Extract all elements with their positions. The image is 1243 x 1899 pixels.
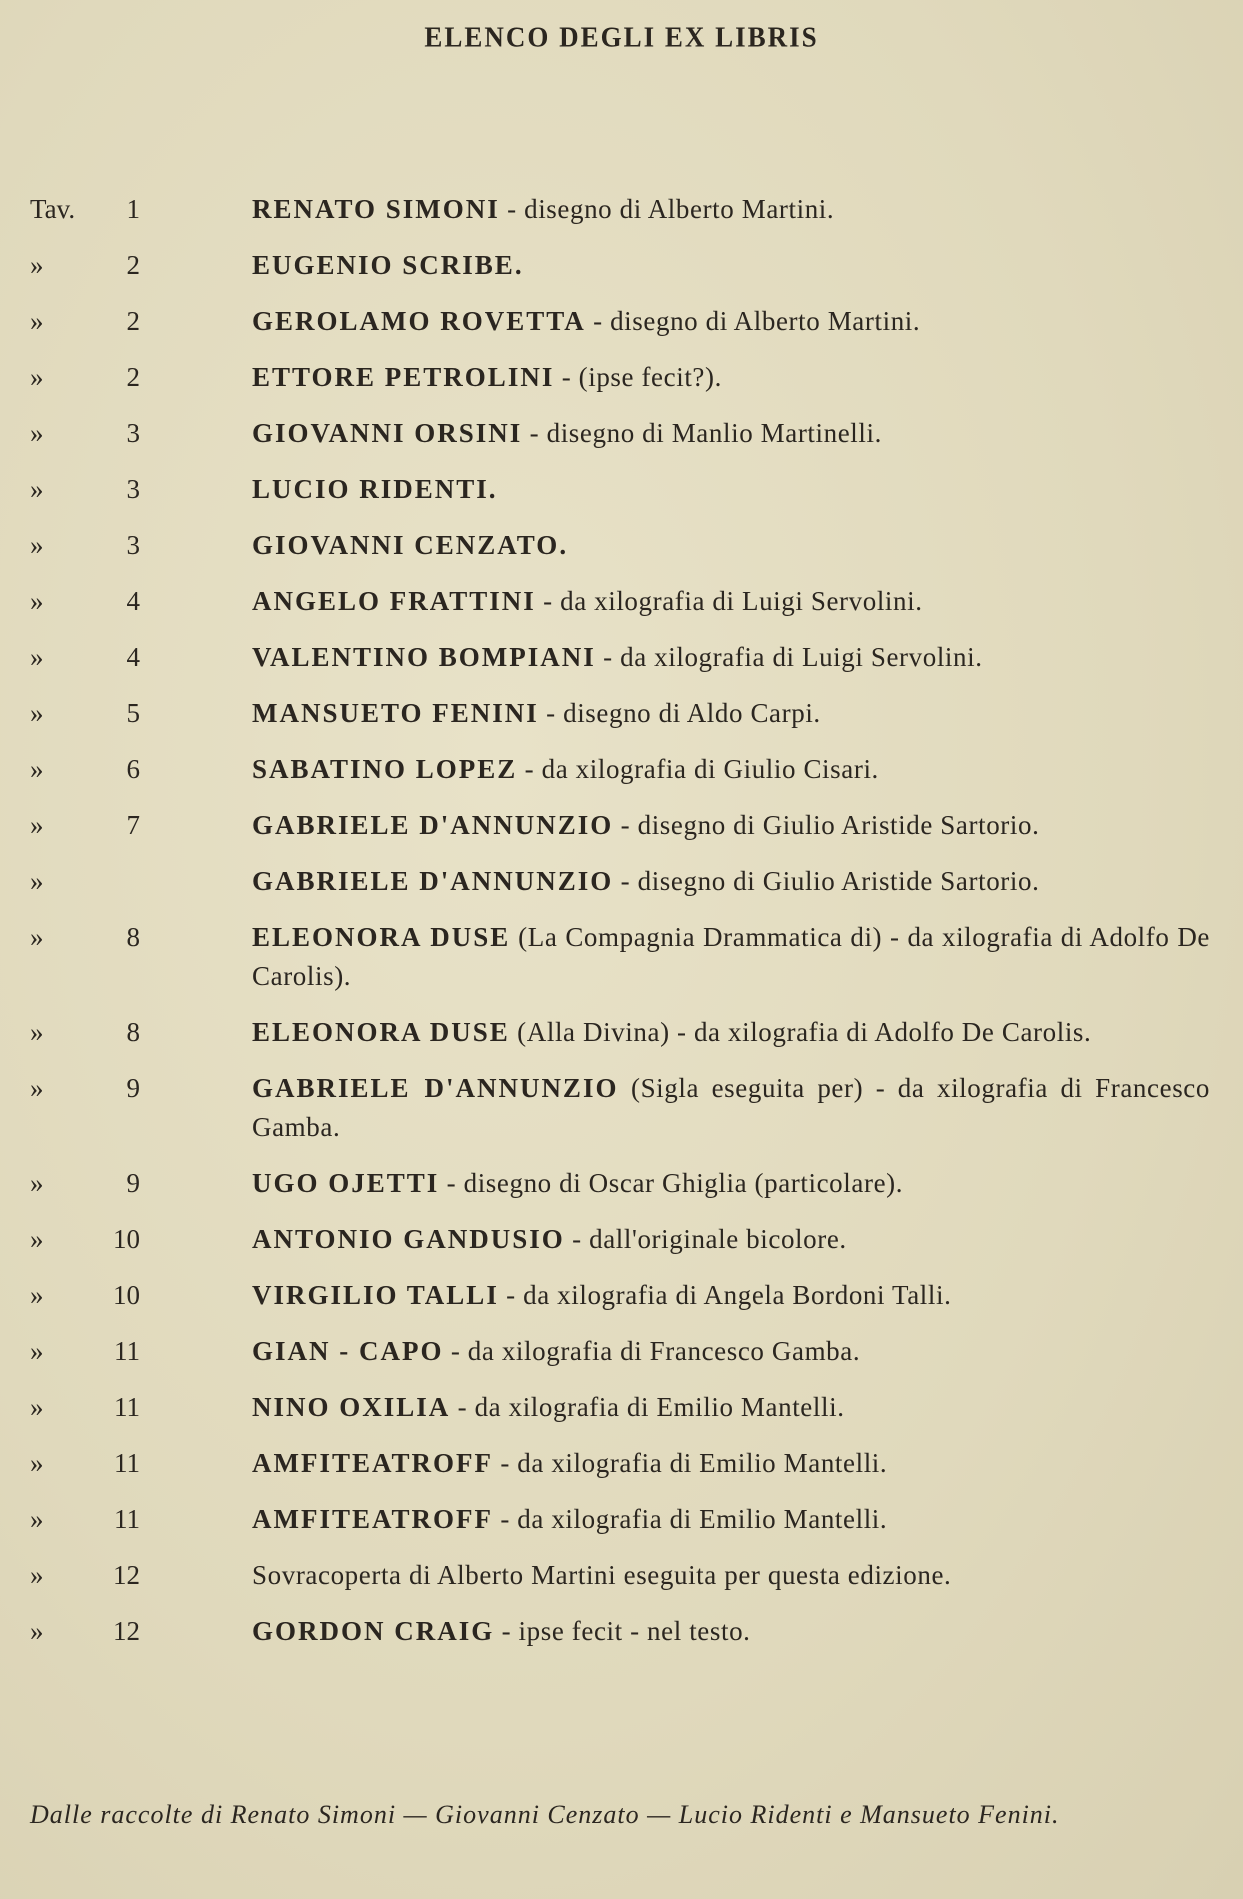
entry-text (252, 1612, 1210, 1651)
plate-number: 8 (126, 1017, 140, 1047)
plate-number: 5 (126, 698, 140, 728)
plate-prefix: » (30, 530, 44, 560)
entry-text (252, 638, 1210, 677)
entry-description: - da xilografia di Emilio Mantelli. (493, 1504, 888, 1534)
plate-number: 3 (126, 530, 140, 560)
plate-prefix: » (30, 754, 44, 784)
plate-prefix: » (30, 642, 44, 672)
entry-description: - (ipse fecit?). (554, 362, 722, 392)
entry-text (252, 526, 1210, 565)
entry-description: - da xilografia di Emilio Mantelli. (493, 1448, 888, 1478)
owner-name: ANTONIO GANDUSIO (252, 1224, 565, 1254)
owner-name: NINO OXILIA (252, 1392, 451, 1422)
list-item (0, 1220, 1243, 1259)
owner-name: GEROLAMO ROVETTA (252, 306, 586, 336)
entry-description: - disegno di Giulio Aristide Sartorio. (613, 810, 1040, 840)
owner-name: ETTORE PETROLINI (252, 362, 555, 392)
plate-prefix: » (30, 1280, 44, 1310)
plate-number: 1 (126, 194, 140, 224)
list-item (0, 1013, 1243, 1052)
list-item (0, 190, 1243, 229)
entry-description: - disegno di Manlio Martinelli. (522, 418, 882, 448)
page-title: ELENCO DEGLI EX LIBRIS (424, 21, 819, 53)
owner-name: LUCIO RIDENTI. (252, 474, 498, 504)
owner-name: GORDON CRAIG (252, 1616, 495, 1646)
list-item (0, 246, 1243, 285)
entry-text (252, 1556, 1210, 1595)
list-item (0, 1556, 1243, 1595)
list-item (0, 1388, 1243, 1427)
owner-name: ANGELO FRATTINI (252, 586, 536, 616)
collection-note: Dalle raccolte di Renato Simoni — Giovanni Cenzato — Lucio Ridenti e Mansueto Fenini. (30, 1800, 1060, 1829)
entry-description: - dall'originale bicolore. (564, 1224, 847, 1254)
entry-text (252, 414, 1210, 453)
owner-name: AMFITEATROFF (252, 1504, 493, 1534)
plate-number: 7 (126, 810, 140, 840)
entry-description: - da xilografia di Emilio Mantelli. (450, 1392, 845, 1422)
plate-prefix: » (30, 1017, 44, 1047)
entry-text (252, 1276, 1210, 1315)
plate-number: 4 (126, 586, 140, 616)
plate-number: 2 (126, 306, 140, 336)
plate-prefix: » (30, 698, 44, 728)
plate-prefix: » (30, 810, 44, 840)
list-item (0, 1612, 1243, 1651)
plate-prefix: » (30, 866, 44, 896)
entry-description: - da xilografia di Luigi Servolini. (535, 586, 923, 616)
owner-name: RENATO SIMONI (252, 194, 500, 224)
plate-prefix: » (30, 362, 44, 392)
plate-number: 8 (126, 922, 140, 952)
entry-description: - da xilografia di Angela Bordoni Talli. (498, 1280, 952, 1310)
entry-description: - disegno di Alberto Martini. (499, 194, 835, 224)
entry-text (252, 862, 1210, 901)
list-item (0, 302, 1243, 341)
entry-text (252, 470, 1210, 509)
list-item (0, 582, 1243, 621)
list-item (0, 862, 1243, 901)
list-item (0, 750, 1243, 789)
plate-number: 9 (126, 1168, 140, 1198)
entry-text (252, 1332, 1210, 1371)
plate-number: 2 (126, 250, 140, 280)
owner-name: GIOVANNI CENZATO. (252, 530, 569, 560)
plate-number: 3 (126, 474, 140, 504)
owner-name: MANSUETO FENINI (252, 698, 539, 728)
plate-prefix: » (30, 1168, 44, 1198)
plate-prefix: » (30, 250, 44, 280)
owner-name: GABRIELE D'ANNUNZIO (252, 1073, 619, 1103)
entry-description: - da xilografia di Luigi Servolini. (595, 642, 983, 672)
plate-prefix: » (30, 922, 44, 952)
entry-description: - disegno di Aldo Carpi. (538, 698, 821, 728)
plate-number: 9 (126, 1073, 140, 1103)
owner-name: SABATINO LOPEZ (252, 754, 518, 784)
plate-number: 2 (126, 362, 140, 392)
entry-description: - ipse fecit - nel testo. (494, 1616, 751, 1646)
owner-name: AMFITEATROFF (252, 1448, 493, 1478)
plate-number: 3 (126, 418, 140, 448)
plate-prefix: » (30, 1504, 44, 1534)
owner-name: GIAN - CAPO (252, 1336, 444, 1366)
plate-prefix: » (30, 418, 44, 448)
plate-prefix: » (30, 1392, 44, 1422)
entry-text (252, 190, 1210, 229)
plate-prefix: » (30, 1448, 44, 1478)
plate-number: 10 (113, 1224, 140, 1254)
entry-text (252, 1164, 1210, 1203)
ex-libris-list (0, 190, 1243, 1668)
entry-text (252, 246, 1210, 285)
list-item (0, 526, 1243, 565)
entry-text (252, 1013, 1210, 1052)
entry-text (252, 358, 1210, 397)
list-item (0, 638, 1243, 677)
owner-name: GIOVANNI ORSINI (252, 418, 523, 448)
entry-description: (La Compagnia Drammatica di) - da xilografia di Adolfo De Carolis). (252, 922, 1210, 991)
entry-description: - da xilografia di Francesco Gamba. (443, 1336, 861, 1366)
list-item (0, 1332, 1243, 1371)
list-item (0, 1444, 1243, 1483)
entry-description: Sovracoperta di Alberto Martini eseguita per questa edizione. (252, 1560, 952, 1590)
entry-text (252, 1220, 1210, 1259)
entry-description: - da xilografia di Giulio Cisari. (517, 754, 879, 784)
entry-text (252, 1444, 1210, 1483)
list-item (0, 694, 1243, 733)
plate-prefix: » (30, 1560, 44, 1590)
entry-description: - disegno di Oscar Ghiglia (particolare). (439, 1168, 904, 1198)
plate-number: 11 (114, 1392, 140, 1422)
entry-text (252, 1069, 1210, 1147)
plate-prefix: » (30, 1616, 44, 1646)
list-item (0, 918, 1243, 996)
plate-prefix: Tav. (30, 194, 76, 224)
plate-number: 11 (114, 1448, 140, 1478)
plate-number: 6 (126, 754, 140, 784)
plate-number: 10 (113, 1280, 140, 1310)
list-item (0, 414, 1243, 453)
entry-description: (Alla Divina) - da xilografia di Adolfo De Carolis. (509, 1017, 1092, 1047)
entry-text (252, 694, 1210, 733)
plate-number: 12 (113, 1560, 140, 1590)
entry-text (252, 750, 1210, 789)
entry-text (252, 302, 1210, 341)
entry-text (252, 918, 1210, 996)
list-item (0, 358, 1243, 397)
plate-number: 12 (113, 1616, 140, 1646)
owner-name: GABRIELE D'ANNUNZIO (252, 810, 614, 840)
plate-prefix: » (30, 1224, 44, 1254)
entry-text (252, 806, 1210, 845)
entry-description: - disegno di Giulio Aristide Sartorio. (613, 866, 1040, 896)
owner-name: GABRIELE D'ANNUNZIO (252, 866, 614, 896)
plate-number: 4 (126, 642, 140, 672)
entry-text (252, 1500, 1210, 1539)
plate-prefix: » (30, 1073, 44, 1103)
owner-name: EUGENIO SCRIBE. (252, 250, 524, 280)
list-item (0, 1500, 1243, 1539)
plate-prefix: » (30, 306, 44, 336)
list-item (0, 1069, 1243, 1147)
plate-prefix: » (30, 474, 44, 504)
entry-description: (Sigla eseguita per) - da xilografia di Francesco Gamba. (252, 1073, 1210, 1142)
entry-description: - disegno di Alberto Martini. (585, 306, 921, 336)
plate-prefix: » (30, 586, 44, 616)
list-item (0, 806, 1243, 845)
entry-text (252, 1388, 1210, 1427)
owner-name: VIRGILIO TALLI (252, 1280, 499, 1310)
owner-name: ELEONORA DUSE (252, 1017, 510, 1047)
list-item (0, 470, 1243, 509)
plate-number: 11 (114, 1336, 140, 1366)
entry-text (252, 582, 1210, 621)
list-item (0, 1164, 1243, 1203)
owner-name: ELEONORA DUSE (252, 922, 511, 952)
owner-name: VALENTINO BOMPIANI (252, 642, 596, 672)
owner-name: UGO OJETTI (252, 1168, 440, 1198)
plate-number: 11 (114, 1504, 140, 1534)
plate-prefix: » (30, 1336, 44, 1366)
list-item (0, 1276, 1243, 1315)
